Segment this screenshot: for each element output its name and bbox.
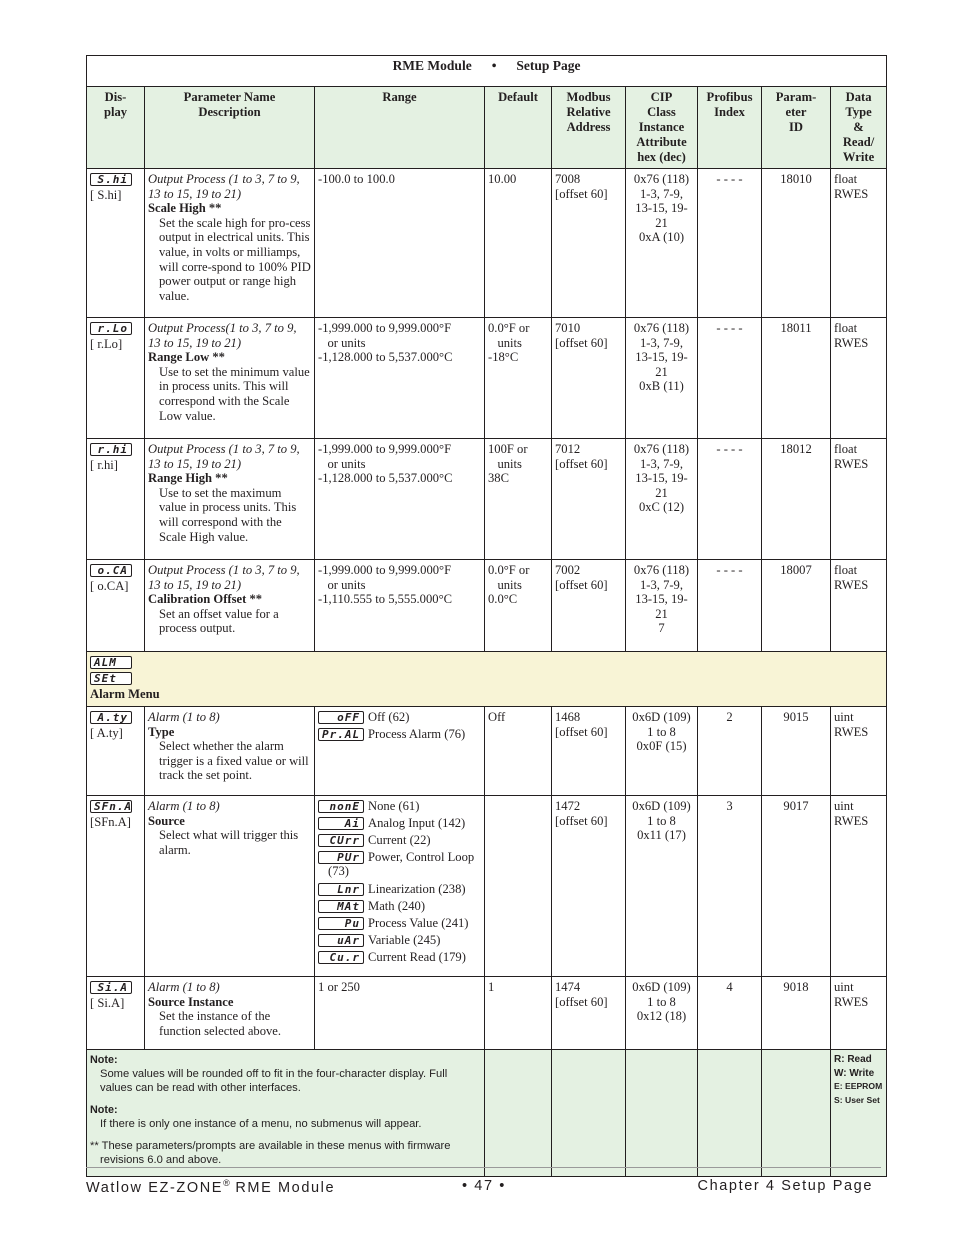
table-row [87,560,887,652]
profibus-cell [698,796,762,977]
default-value: 0.0°F or units -18°C [488,321,530,365]
parameter-document [86,55,886,1177]
option-lcd: nonE [318,800,364,813]
parameter-name: Source [148,813,185,828]
header-cip: CIP Class Instance Attribute hex (dec) [626,87,698,169]
data-type: uint RWES [834,799,869,828]
display-cell [87,977,145,1050]
range-option [318,816,481,833]
option-lcd: Lnr [318,883,364,896]
cip-cell [626,707,698,796]
parameter-context: Alarm (1 to 8) [148,799,220,813]
parameter-description: Select what will trigger this alarm. [159,828,299,857]
parameter-context: Alarm (1 to 8) [148,710,220,724]
display-code: [SFn.A] [90,815,131,829]
modbus-cell [552,318,626,439]
data-type: float RWES [834,442,869,471]
option-label: Process Alarm (76) [368,727,466,741]
display-cell [87,318,145,439]
parameter-name: Calibration Offset ** [148,592,263,607]
range-secondary: -1,128.000 to 5,537.000°C [318,350,453,365]
display-lcd: r.hi [90,443,132,456]
profibus-cell [698,169,762,318]
parameter-description: Use to set the minimum value in process units. This will correspond with the Scale Low value. [159,364,310,423]
option-lcd: Cu.r [318,951,364,964]
default-cell [485,439,552,560]
option-label: Variable (245) [368,932,441,947]
display-lcd: SFn.A [90,800,132,813]
option-label: Analog Input (142) [368,816,466,830]
firmware-note: ** These parameters/prompts are available in these menus with firmware revisions 6.0 and above. [90,1140,451,1166]
parameter-name: Source Instance [148,994,234,1009]
note-text: If there is only one instance of a menu, no submenus will appear. [100,1118,422,1130]
display-code: [ A.ty] [90,726,123,740]
footer-chapter: Chapter 4 Setup Page [697,1178,873,1194]
option-label: Power, Control Loop [368,850,475,864]
menu-lcd-alm: ALM [90,656,132,669]
range-primary: -1,999.000 to 9,999.000°F or units [318,321,452,350]
parameter-id-cell [762,796,831,977]
range-cell [315,796,485,977]
range-primary: -1,999.000 to 9,999.000°F or units [318,442,452,471]
parameter-cell [145,560,315,652]
parameter-context: Output Process (1 to 3, 7 to 9, 13 to 15, 19 to 21) [148,442,300,471]
table-title-row [87,56,887,87]
option-lcd: PUr [318,851,364,864]
display-lcd: o.CA [90,564,132,577]
header-display: Dis- play [87,87,145,169]
parameter-description: Select whether the alarm trigger is a fixed value or will track the set point. [159,739,309,783]
note-heading: Note: [90,1104,118,1116]
range-option [318,799,481,816]
default-cell [485,318,552,439]
option-lcd: uAr [318,934,364,947]
default-cell [485,977,552,1050]
modbus-address: 1472 [offset 60] [555,799,608,828]
cip-cell [626,318,698,439]
data-type: float RWES [834,172,869,201]
display-code: [ S.hi] [90,188,122,202]
display-code: [ Si.A] [90,996,125,1010]
alarm-menu-row [87,652,887,707]
legend-read: R: Read [834,1054,872,1065]
option-lcd: oFF [318,711,364,724]
modbus-cell [552,977,626,1050]
parameter-cell [145,707,315,796]
table-row [87,439,887,560]
data-type: uint RWES [834,980,869,1009]
modbus-address: 7010 [offset 60] [555,321,608,350]
alarm-menu-label: Alarm Menu [90,687,160,701]
table-row [87,977,887,1050]
range-option [318,916,481,933]
range-cell [315,707,485,796]
parameter-name: Range High ** [148,471,228,486]
module-title: RME Module [392,58,472,73]
header-data-type: Data Type & Read/ Write [831,87,887,169]
parameter-id: 18010 [780,172,812,186]
parameter-id: 9017 [783,799,809,813]
data-type-cell [831,977,887,1050]
header-modbus: Modbus Relative Address [552,87,626,169]
cip-cell [626,439,698,560]
display-lcd: r.Lo [90,322,132,335]
option-label: Current Read (179) [368,949,466,964]
parameter-description: Set the scale high for pro-cess output in electrical units. This value, in volts or milliamps, will corre-spond to 100% PID power output or range high value. [159,215,311,303]
table-row [87,796,887,977]
option-lcd: CUrr [318,834,364,847]
display-lcd: S.hi [90,173,132,186]
parameter-cell [145,796,315,977]
notes-row [87,1050,887,1177]
header-parameter: Parameter Name Description [145,87,315,169]
option-label: None (61) [368,799,420,813]
cip-cell [626,169,698,318]
display-lcd: Si.A [90,981,132,994]
parameter-table [86,55,887,1177]
cip-cell [626,560,698,652]
default-value: 100F or units 38C [488,442,528,486]
display-lcd: A.ty [90,711,132,724]
range-secondary: -1,110.555 to 5,555.000°C [318,592,453,607]
profibus-cell [698,977,762,1050]
cip-value: 0x76 (118) 1-3, 7-9, 13-15, 19- 21 7 [633,563,690,636]
notes-cell [87,1050,485,1177]
profibus-index: 3 [726,799,733,813]
range-cell [315,560,485,652]
range-option [318,882,481,899]
parameter-name: Scale High ** [148,201,222,216]
range-cell [315,169,485,318]
range-option [318,727,481,744]
parameter-id: 18011 [780,321,812,335]
profibus-cell [698,560,762,652]
parameter-id-cell [762,707,831,796]
page-footer [86,1167,881,1196]
note-text: Some values will be rounded off to fit in the four-character display. Full values can be read with other interfaces. [100,1068,448,1094]
range-option [318,933,481,950]
modbus-cell [552,796,626,977]
range-cell [315,977,485,1050]
table-row [87,318,887,439]
cip-value: 0x76 (118) 1-3, 7-9, 13-15, 19- 21 0xC (12) [633,442,690,515]
data-type: uint RWES [834,710,869,739]
cip-value: 0x6D (109) 1 to 8 0x12 (18) [632,980,691,1024]
display-cell [87,707,145,796]
data-type-cell [831,169,887,318]
legend-write: W: Write [834,1067,875,1079]
option-label: Linearization (238) [368,881,466,896]
display-cell [87,560,145,652]
option-lcd: MAt [318,900,364,913]
display-code: [ r.Lo] [90,337,123,351]
range-option [318,899,481,916]
parameter-cell [145,318,315,439]
display-code: [ o.CA] [90,579,129,593]
menu-lcd-set: SEt [90,672,132,685]
modbus-address: 7002 [offset 60] [555,563,608,592]
option-label-continued: (73) [328,864,349,878]
default-cell [485,560,552,652]
header-profibus: Profibus Index [698,87,762,169]
default-cell [485,707,552,796]
parameter-id: 18012 [780,442,812,456]
header-parameter-id: Param- eter ID [762,87,831,169]
profibus-index: - - - - [716,321,743,335]
legend-user-set: S: User Set [834,1094,880,1105]
profibus-index: - - - - [716,172,743,186]
modbus-cell [552,707,626,796]
data-type: float RWES [834,563,869,592]
data-type-cell [831,318,887,439]
modbus-address: 7012 [offset 60] [555,442,608,471]
modbus-cell [552,560,626,652]
display-code: [ r.hi] [90,458,118,472]
range-primary: -1,999.000 to 9,999.000°F or units [318,563,452,592]
title-bullet: • [491,58,497,73]
option-label: Math (240) [368,898,426,913]
parameter-id-cell [762,318,831,439]
display-cell [87,439,145,560]
cip-value: 0x6D (109) 1 to 8 0x11 (17) [632,799,691,843]
profibus-cell [698,439,762,560]
parameter-context: Output Process (1 to 3, 7 to 9, 13 to 15, 19 to 21) [148,563,300,592]
cip-value: 0x76 (118) 1-3, 7-9, 13-15, 19- 21 0xA (10) [633,172,690,245]
page-title: Setup Page [516,58,581,73]
profibus-index: - - - - [716,442,743,456]
option-label: Current (22) [368,833,431,847]
modbus-cell [552,439,626,560]
footer-page-number: • 47 • [462,1178,506,1194]
parameter-name: Type [148,724,175,739]
profibus-index: 2 [726,710,733,724]
default-value: 0.0°F or units 0.0°C [488,563,530,607]
modbus-address: 1474 [offset 60] [555,980,608,1009]
default-value: 1 [488,980,495,994]
parameter-id: 9015 [783,710,809,724]
data-type-cell [831,560,887,652]
parameter-context: Output Process(1 to 3, 7 to 9, 13 to 15, 19 to 21) [148,321,297,350]
data-type-cell [831,439,887,560]
table-row [87,707,887,796]
parameter-description: Use to set the maximum value in process units. This will correspond with the Scale High value. [159,485,297,544]
parameter-description: Set the instance of the function selected above. [159,1009,282,1038]
note-heading: Note: [90,1054,118,1066]
table-row [87,169,887,318]
data-type-cell [831,796,887,977]
parameter-id: 9018 [783,980,809,994]
data-type: float RWES [834,321,869,350]
header-default: Default [485,87,552,169]
parameter-id: 18007 [780,563,812,577]
parameter-description: Set an offset value for a process output. [159,606,279,636]
display-cell [87,796,145,977]
parameter-cell [145,439,315,560]
parameter-name: Range Low ** [148,350,225,365]
range-secondary: -1,128.000 to 5,537.000°C [318,471,453,486]
profibus-index: 4 [726,980,733,994]
option-lcd: Pr.AL [318,728,364,741]
parameter-cell [145,169,315,318]
cip-value: 0x6D (109) 1 to 8 0x0F (15) [632,710,691,754]
legend-eeprom: E: EEPROM [834,1081,883,1091]
parameter-context: Output Process (1 to 3, 7 to 9, 13 to 15, 19 to 21) [148,172,300,201]
option-lcd: Ai [318,817,364,830]
parameter-id-cell [762,977,831,1050]
cip-cell [626,977,698,1050]
parameter-cell [145,977,315,1050]
default-value: Off [488,710,506,724]
parameter-id-cell [762,439,831,560]
default-value: 10.00 [488,172,517,186]
range-option [318,710,481,727]
modbus-address: 1468 [offset 60] [555,710,608,739]
modbus-address: 7008 [offset 60] [555,172,608,201]
range-value: 1 or 250 [318,980,360,994]
option-lcd: Pu [318,917,364,930]
footer-product: Watlow EZ-ZONE® RME Module [86,1178,336,1196]
range-cell [315,318,485,439]
display-cell [87,169,145,318]
data-type-cell [831,707,887,796]
modbus-cell [552,169,626,318]
profibus-cell [698,318,762,439]
range-primary: -100.0 to 100.0 [318,172,395,186]
parameter-context: Alarm (1 to 8) [148,980,220,994]
default-cell [485,796,552,977]
profibus-cell [698,707,762,796]
range-option [318,833,481,850]
parameter-id-cell [762,169,831,318]
header-range: Range [315,87,485,169]
parameter-id-cell [762,560,831,652]
access-legend [831,1050,887,1177]
range-option [318,950,481,967]
default-cell [485,169,552,318]
range-cell [315,439,485,560]
profibus-index: - - - - [716,563,743,577]
option-label: Process Value (241) [368,915,469,930]
header-row [87,87,887,169]
cip-cell [626,796,698,977]
option-label: Off (62) [368,710,410,724]
cip-value: 0x76 (118) 1-3, 7-9, 13-15, 19- 21 0xB (11) [633,321,690,394]
